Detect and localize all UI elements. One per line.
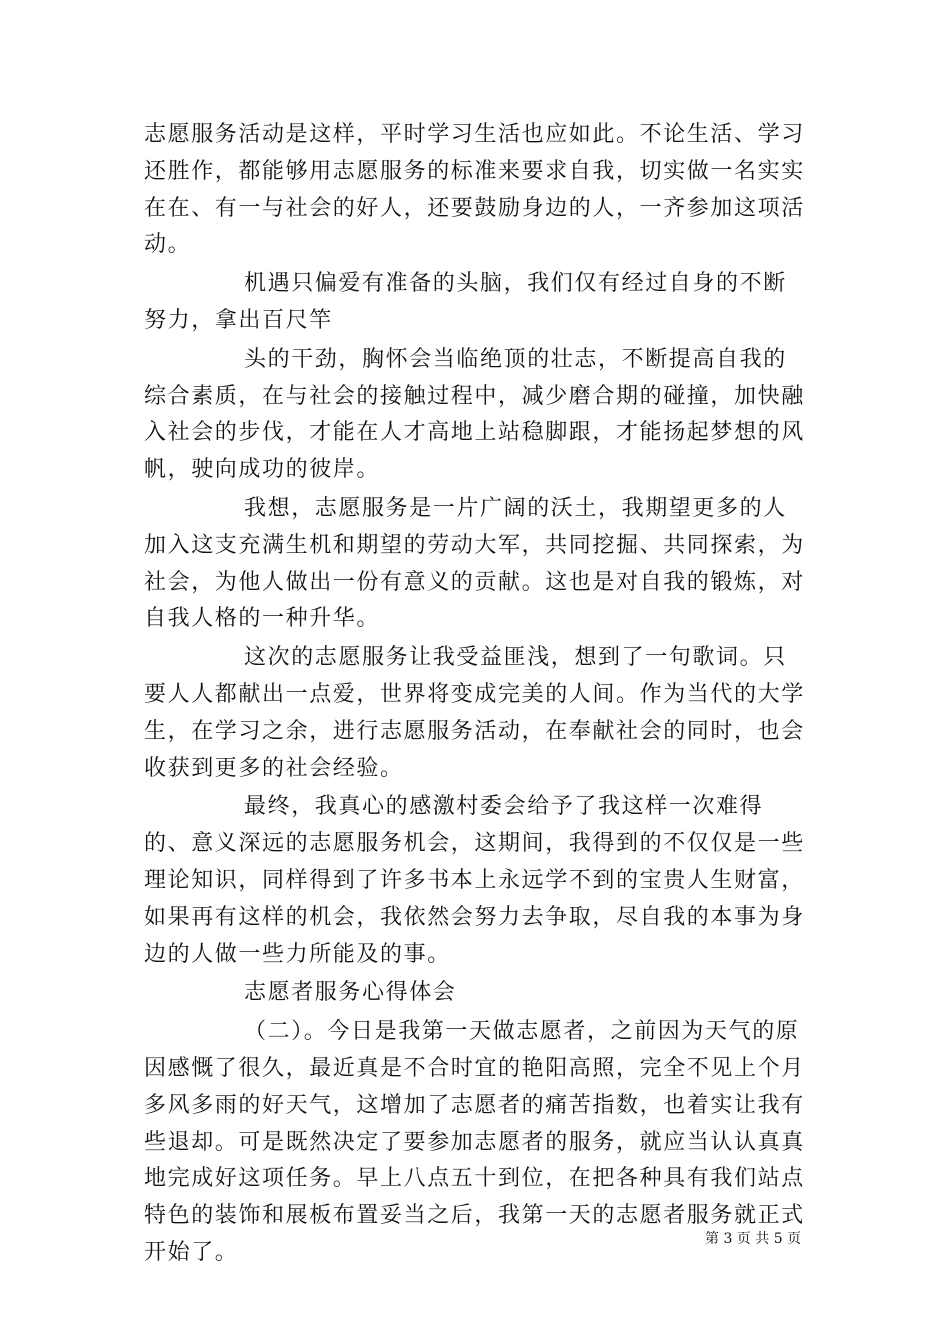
section-heading: 志愿者服务心得体会 — [244, 980, 457, 1006]
paragraph-7: （二）。今日是我第一天做志愿者，之前因为天气的原因感慨了很久，最近真是不合时宜的艳阳高照，完全不见上个月多风多雨的好天气，这增加了志愿者的痛苦指数，也着实让我有些退却。可是既然决定了要参加志愿者的服务，就应当认认真真地完成好这项任务。早上八点五十到位，在把各种具有我们站点特色的装饰和展板布置妥当之后，我第一天的志愿者服务就正式开始了。 — [144, 1019, 805, 1265]
paragraph-2: 机遇只偏爱有准备的头脑，我们仅有经过自身的不断努力，拿出百尺竿 — [144, 271, 787, 333]
document-body — [144, 117, 810, 1274]
paragraph-1: 志愿服务活动是这样，平时学习生活也应如此。不论生活、学习还胜作，都能够用志愿服务的标准来要求自我，切实做一名实实在在、有一与社会的好人，还要鼓励身边的人，一齐参加这项活动。 — [144, 122, 805, 258]
paragraph-3: 头的干劲，胸怀会当临绝顶的壮志，不断提高自我的综合素质，在与社会的接触过程中，减少磨合期的碰撞，加快融入社会的步伐，才能在人才高地上站稳脚跟，才能扬起梦想的风帆，驶向成功的彼岸。 — [144, 346, 805, 483]
paragraph-4: 我想，志愿服务是一片广阔的沃土，我期望更多的人加入这支充满生机和期望的劳动大军，共同挖掘、共同探索，为社会，为他人做出一份有意义的贡献。这也是对自我的锻炼，对自我人格的一种升华。 — [144, 495, 805, 632]
paragraph-5: 这次的志愿服务让我受益匪浅，想到了一句歌词。只要人人都献出一点爱，世界将变成完美的人间。作为当代的大学生，在学习之余，进行志愿服务活动，在奉献社会的同时，也会收获到更多的社会经验。 — [144, 645, 805, 781]
page-number-footer: 第 3 页 共 5 页 — [705, 1231, 802, 1247]
paragraph-6: 最终，我真心的感激村委会给予了我这样一次难得的、意义深远的志愿服务机会，这期间，我得到的不仅仅是一些理论知识，同样得到了许多书本上永远学不到的宝贵人生财富，如果再有这样的机会，我依然会努力去争取，尽自我的本事为身边的人做一些力所能及的事。 — [144, 794, 805, 967]
